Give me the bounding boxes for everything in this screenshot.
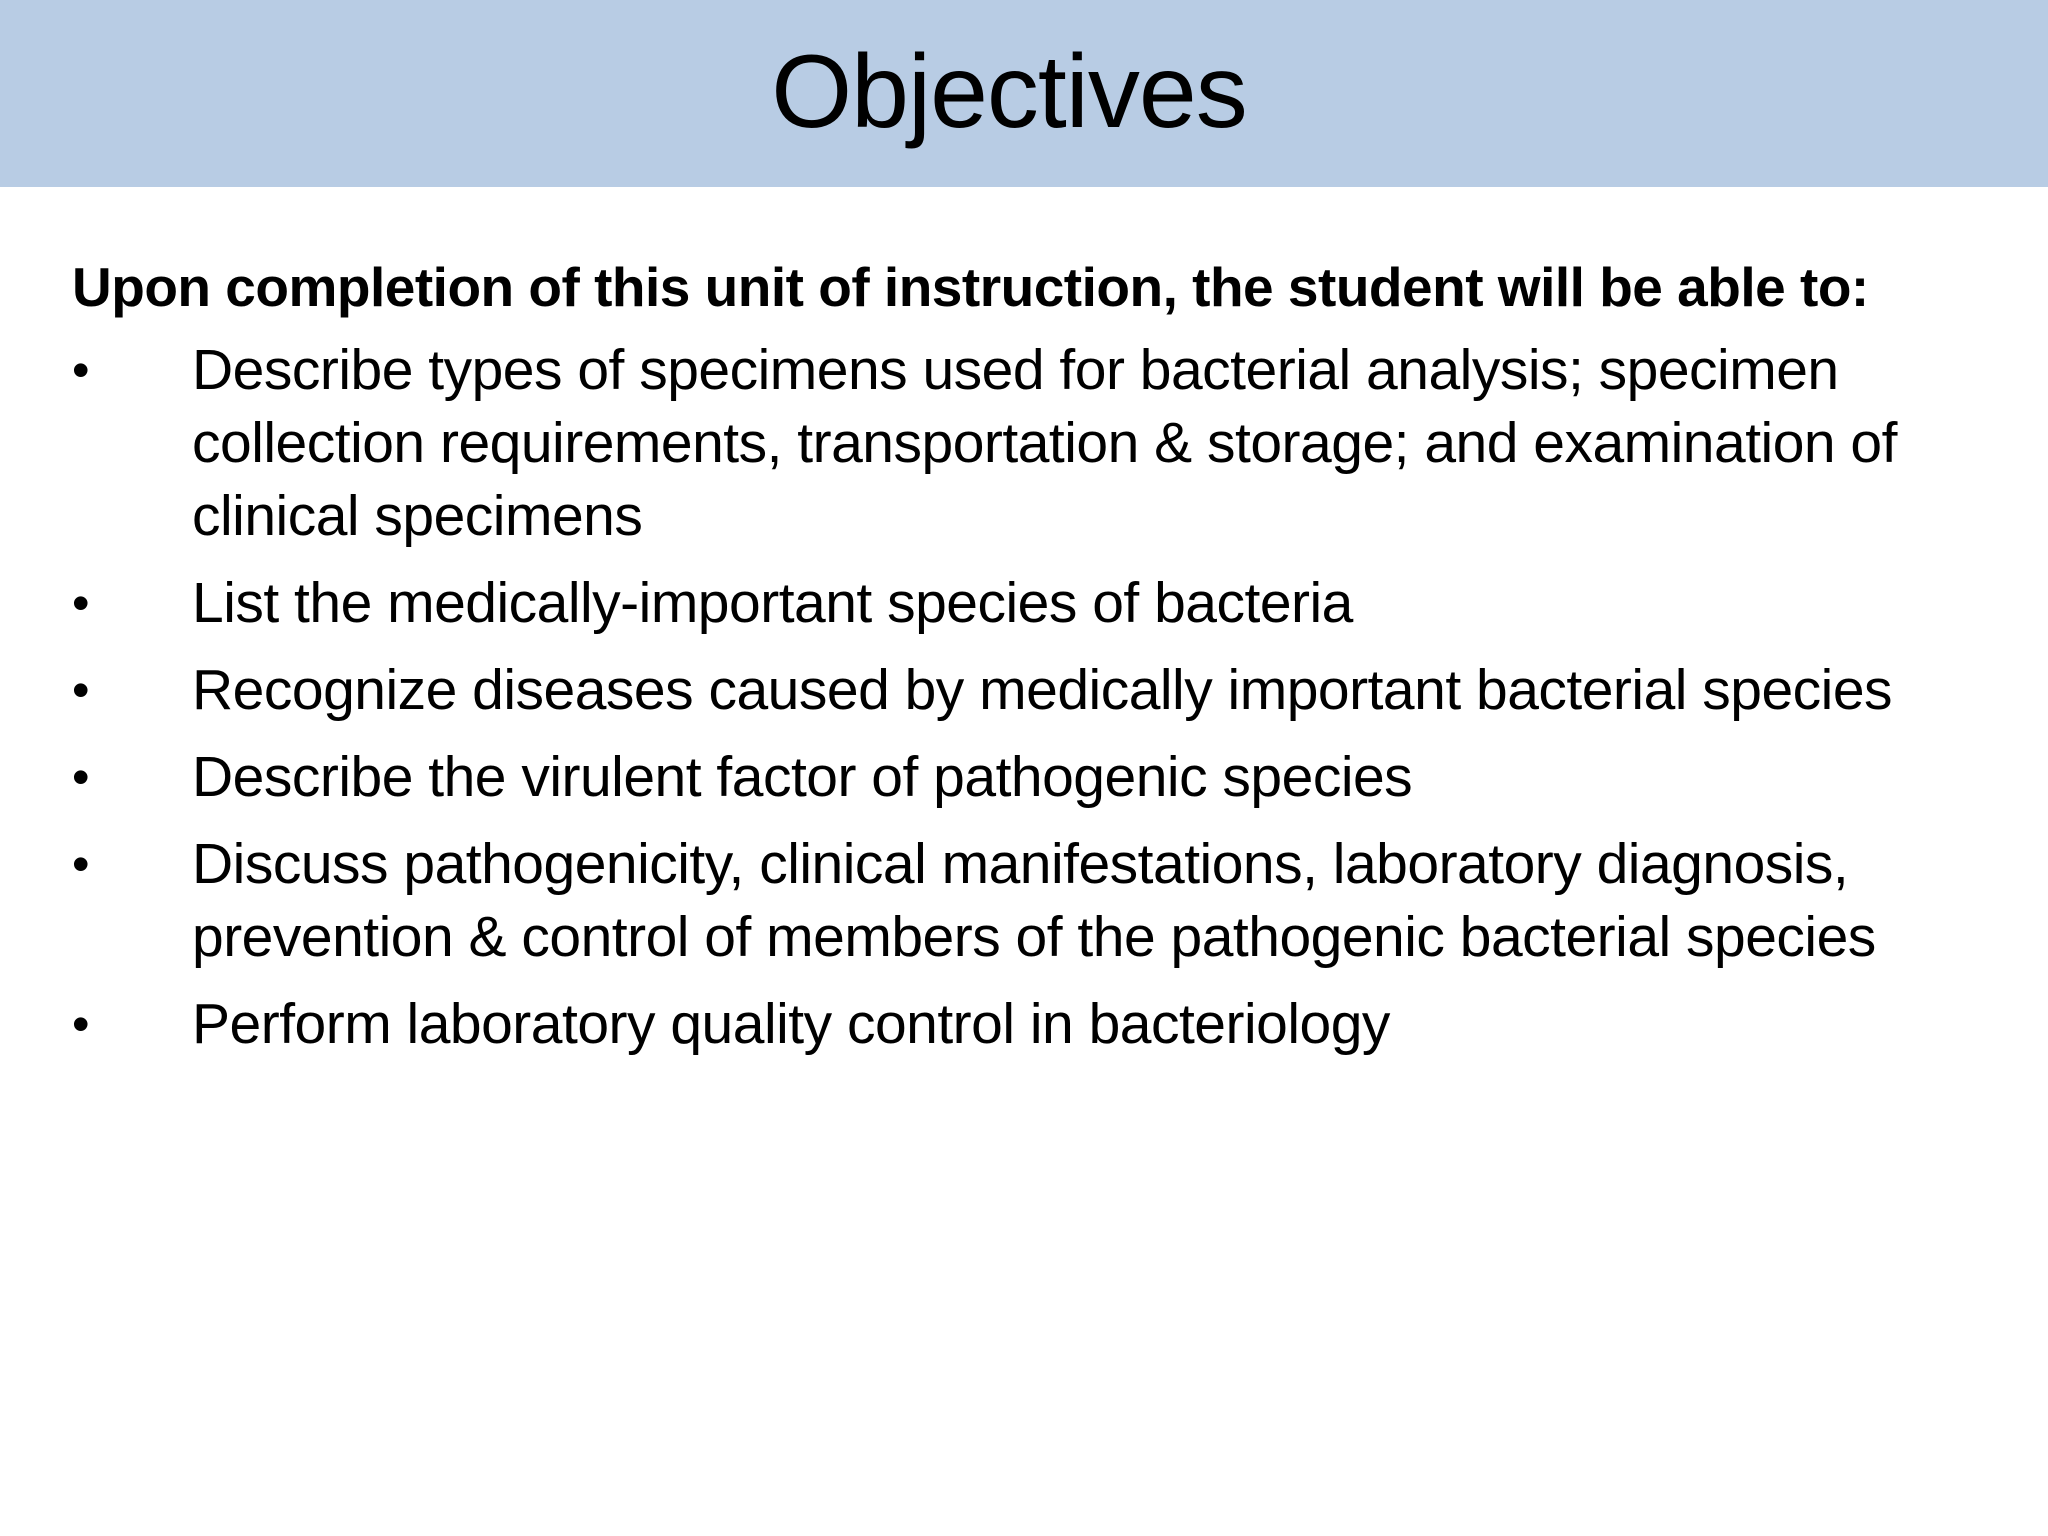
objective-item [72,741,1972,814]
objective-text: Describe types of specimens used for bacterial analysis; specimen collection requirements, transportation & storage; and examination of clinical specimens [192,338,1897,548]
objectives-list [72,334,1972,1061]
objective-text: Recognize diseases caused by medically important bacterial species [192,658,1893,722]
bullet-icon: • [72,836,90,892]
objective-text: Describe the virulent factor of pathogenic species [192,745,1413,809]
objective-text: Discuss pathogenicity, clinical manifestations, laboratory diagnosis, prevention & control of members of the pathogenic bacterial species [192,832,1876,969]
objective-item [72,988,1972,1061]
slide-content [72,250,1972,1075]
bullet-icon: • [72,662,90,718]
objective-text: Perform laboratory quality control in bacteriology [192,992,1390,1056]
bullet-icon: • [72,996,90,1052]
intro-text: Upon completion of this unit of instruction, the student will be able to: [72,256,1869,318]
slide-title: Objectives [771,33,1247,150]
objective-item [72,334,1972,553]
title-bar [0,0,2048,187]
bullet-icon: • [72,575,90,631]
bullet-icon: • [72,342,90,398]
objective-item [72,828,1972,974]
objective-item [72,654,1972,727]
objective-text: List the medically-important species of bacteria [192,571,1353,635]
bullet-icon: • [72,749,90,805]
objective-item [72,567,1972,640]
